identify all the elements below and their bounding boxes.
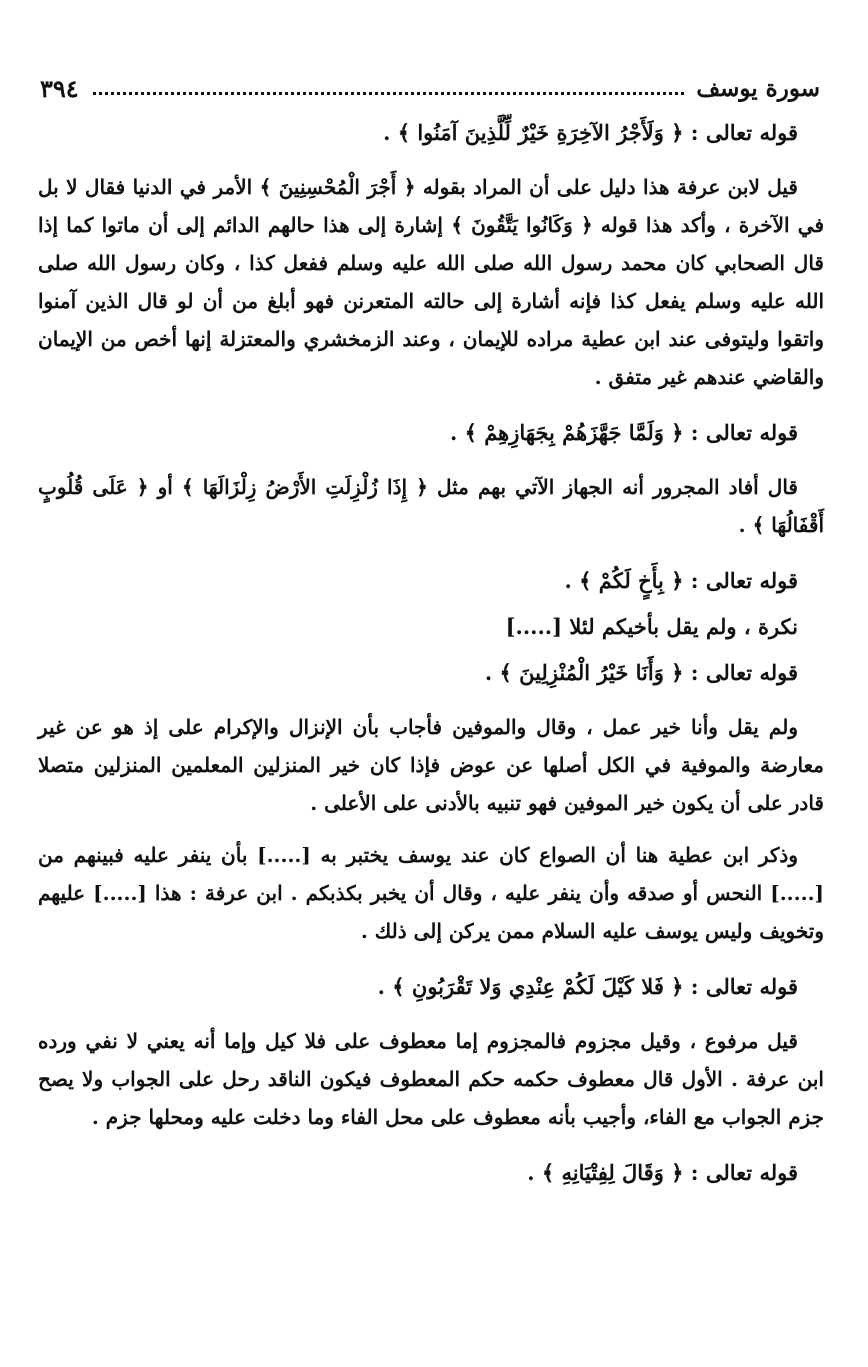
commentary-text: نكرة ، ولم يقل بأخيكم لئلا [.....] [505, 614, 798, 639]
commentary-paragraph: قيل مرفوع ، وقيل مجزوم فالمجزوم إما معطوف على فلا كيل وإما أنه يعني لا نفي ورده ابن عرفة . الأول قال معطوف حكمه حكم المعطوف فيكون الناقد رحل على الجواب ولا يصح جزم الجواب مع الفاء، وأجيب بأنه معطوف على محل الفاء وما دخلت عليه ومحلها جزم . [38, 1029, 824, 1129]
verse-prefix: قوله تعالى : [690, 120, 798, 145]
commentary-line [38, 604, 798, 650]
quran-verse: ﴿ وَلَمَّا جَهَّزَهُمْ بِجَهَازِهِمْ ﴾ . [449, 420, 684, 445]
verse-prefix: قوله تعالى : [690, 974, 798, 999]
surah-title: سورة يوسف [696, 74, 820, 102]
verse-prefix: قوله تعالى : [690, 568, 798, 593]
commentary-paragraph: قيل لابن عرفة هذا دليل على أن المراد بقوله ﴿ أَجْرَ الْمُحْسِنِينَ ﴾ الأمر في الدنيا فقال لا بل في الآخرة ، وأكد هذا قوله ﴿ وَكَانُوا يَتَّقُونَ ﴾ إشارة إلى هذا حالهم الدائم إلى أن ماتوا كما إذا قال الصحابي كان محمد رسول الله صلى الله عليه وسلم ففعل كذا ، وكان رسول الله صلى الله عليه وسلم يفعل كذا فإنه أشارة إلى حالته المتعرنن فهو أبلغ من أن لو قال الذين آمنوا واتقوا وليتوفى عند ابن عطية مراده للإيمان ، وعند الزمخشري والمعتزلة إنها أخص من الإيمان والقاضي عندهم غير متفق . [38, 175, 825, 389]
commentary-paragraph: وذكر ابن عطية هنا أن الصواع كان عند يوسف يختبر به [.....] بأن ينفر عليه فبينهم من [.....] النحس أو صدقه وأن ينفر عليه ، وقال أن يخبر بكذبكم . ابن عرفة : هذا [.....] عليهم وتخويف وليس يوسف عليه السلام ممن يركن إلى ذلك . [38, 843, 824, 943]
page-body [38, 110, 824, 1196]
quran-verse: ﴿ وَقَالَ لِفِتْيَانِهِ ﴾ . [527, 1160, 684, 1185]
quran-verse: ﴿ وَأَنَا خَيْرُ الْمُنْزِلِينَ ﴾ . [484, 660, 684, 685]
header-dotted-leader [93, 82, 685, 95]
page-number: ٣٩٤ [40, 73, 79, 103]
commentary-paragraph: قال أفاد المجرور أنه الجهاز الآتي بهم مثل ﴿ إِذَا زُلْزِلَتِ الأَرْضُ زِلْزَالَهَا ﴾ أو ﴿ عَلَى قُلُوبٍ أَقْفَالُهَا ﴾ . [38, 475, 824, 537]
verse-heading [38, 650, 798, 696]
verse-prefix: قوله تعالى : [690, 420, 798, 445]
verse-prefix: قوله تعالى : [690, 1160, 798, 1185]
verse-heading [38, 110, 798, 156]
commentary-paragraph: ولم يقل وأنا خير عمل ، وقال والموفين فأجاب بأن الإنزال والإكرام على إذ هو عن غير معارضة والموفية في الكل أصلها عن عوض فإذا كان خير المنزلين المعلمين المنزلين متصلا قادر على أن يكون خير الموفين فهو تنبيه بالأدنى على الأعلى . [38, 715, 824, 815]
verse-heading [38, 410, 798, 456]
page-header [40, 70, 820, 106]
verse-heading [38, 1150, 798, 1196]
quran-verse: ﴿ فَلا كَيْلَ لَكُمْ عِنْدِي وَلا تَقْرَبُونِ ﴾ . [377, 974, 684, 999]
quran-verse: ﴿ وَلَأَجْرُ الآخِرَةِ خَيْرٌ لِّلَّذِينَ آمَنُوا ﴾ . [383, 120, 684, 145]
verse-heading [38, 964, 798, 1010]
quran-verse: ﴿ بِأَخٍ لَكُمْ ﴾ . [564, 568, 684, 593]
verse-heading [38, 558, 798, 604]
verse-prefix: قوله تعالى : [690, 660, 798, 685]
